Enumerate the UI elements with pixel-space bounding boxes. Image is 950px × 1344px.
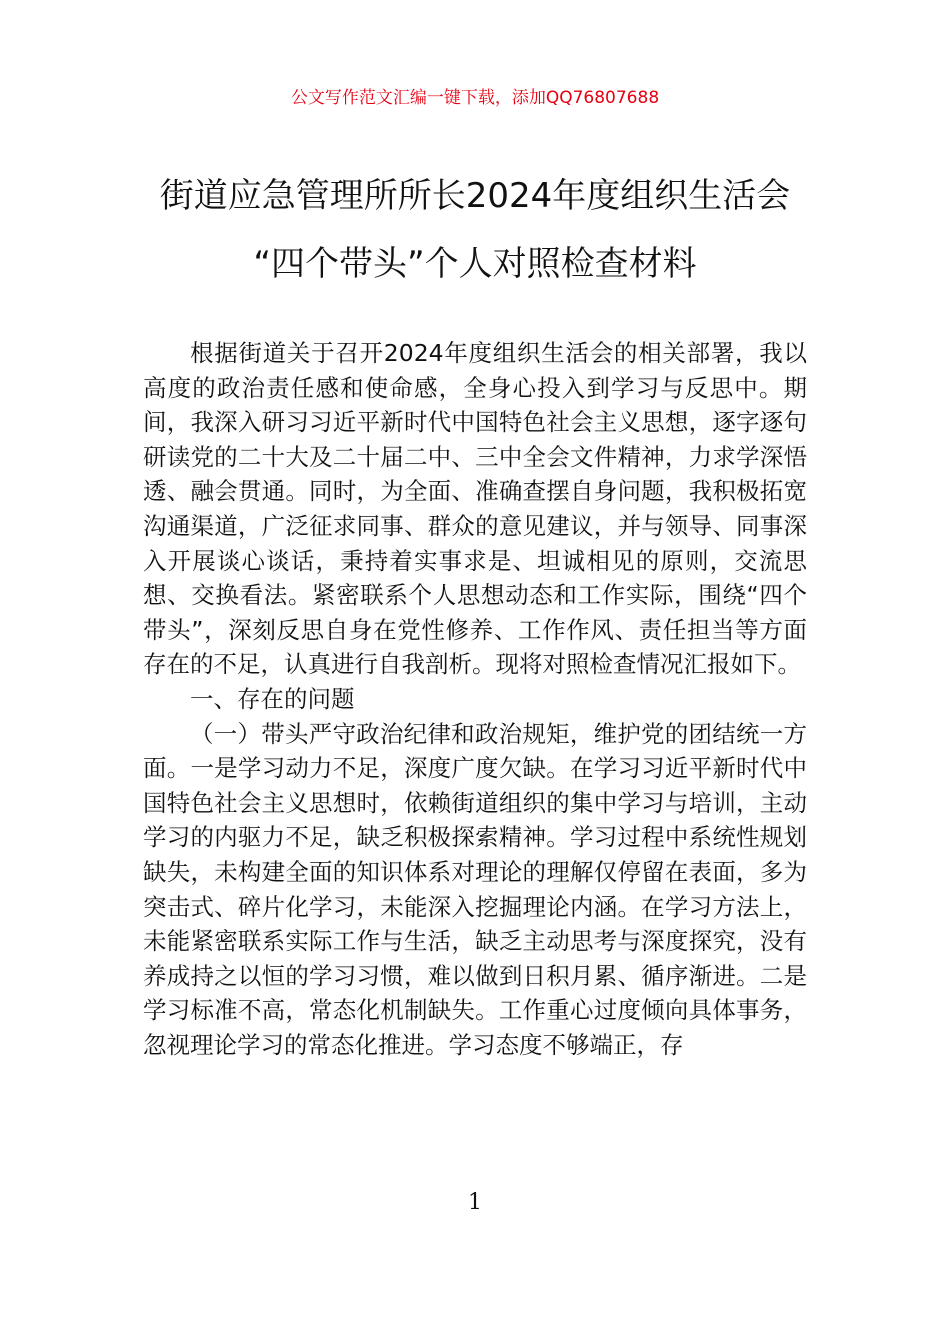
document-title-line-2: “四个带头”个人对照检查材料 [253, 244, 697, 284]
document-title-line-1: 街道应急管理所所长2024年度组织生活会 [159, 176, 791, 216]
section-heading-problems: 一、存在的问题 [190, 684, 355, 713]
header-note: 公文写作范文汇编一键下载，添加QQ76807688 [290, 88, 660, 108]
body-paragraph-intro: 根据街道关于召开2024年度组织生活会的相关部署，我以高度的政治责任感和使命感，全身心投入到学习与反思中。期间，我深入研习习近平新时代中国特色社会主义思想，逐字逐句研读党的二十大及二十届二中、三中全会文件精神，力求学深悟透、融会贯通。同时，为全面、准确查摆自身问题，我积极拓宽沟通渠道，广泛征求同事、群众的意见建议，并与领导、同事深入开展谈心谈话，秉持着实事求是、坦诚相见的原则，交流思想、交换看法。紧密联系个人思想动态和工作实际，围绕“四个带头”，深刻反思自身在党性修养、工作作风、责任担当等方面存在的不足，认真进行自我剖析。现将对照检查情况汇报如下。 [143, 339, 807, 679]
page-number: 1 [468, 1190, 482, 1215]
body-paragraph-problem-1: （一）带头严守政治纪律和政治规矩，维护党的团结统一方面。一是学习动力不足，深度广度欠缺。在学习习近平新时代中国特色社会主义思想时，依赖街道组织的集中学习与培训，主动学习的内驱力不足，缺乏积极探索精神。学习过程中系统性规划缺失，未构建全面的知识体系对理论的理解仅停留在表面，多为突击式、碎片化学习，未能深入挖掘理论内涵。在学习方法上，未能紧密联系实际工作与生活，缺乏主动思考与深度探究，没有养成持之以恒的学习习惯，难以做到日积月累、循序渐进。二是学习标准不高，常态化机制缺失。工作重心过度倾向具体事务，忽视理论学习的常态化推进。学习态度不够端正，存 [143, 719, 807, 1059]
document-body [143, 336, 807, 1062]
